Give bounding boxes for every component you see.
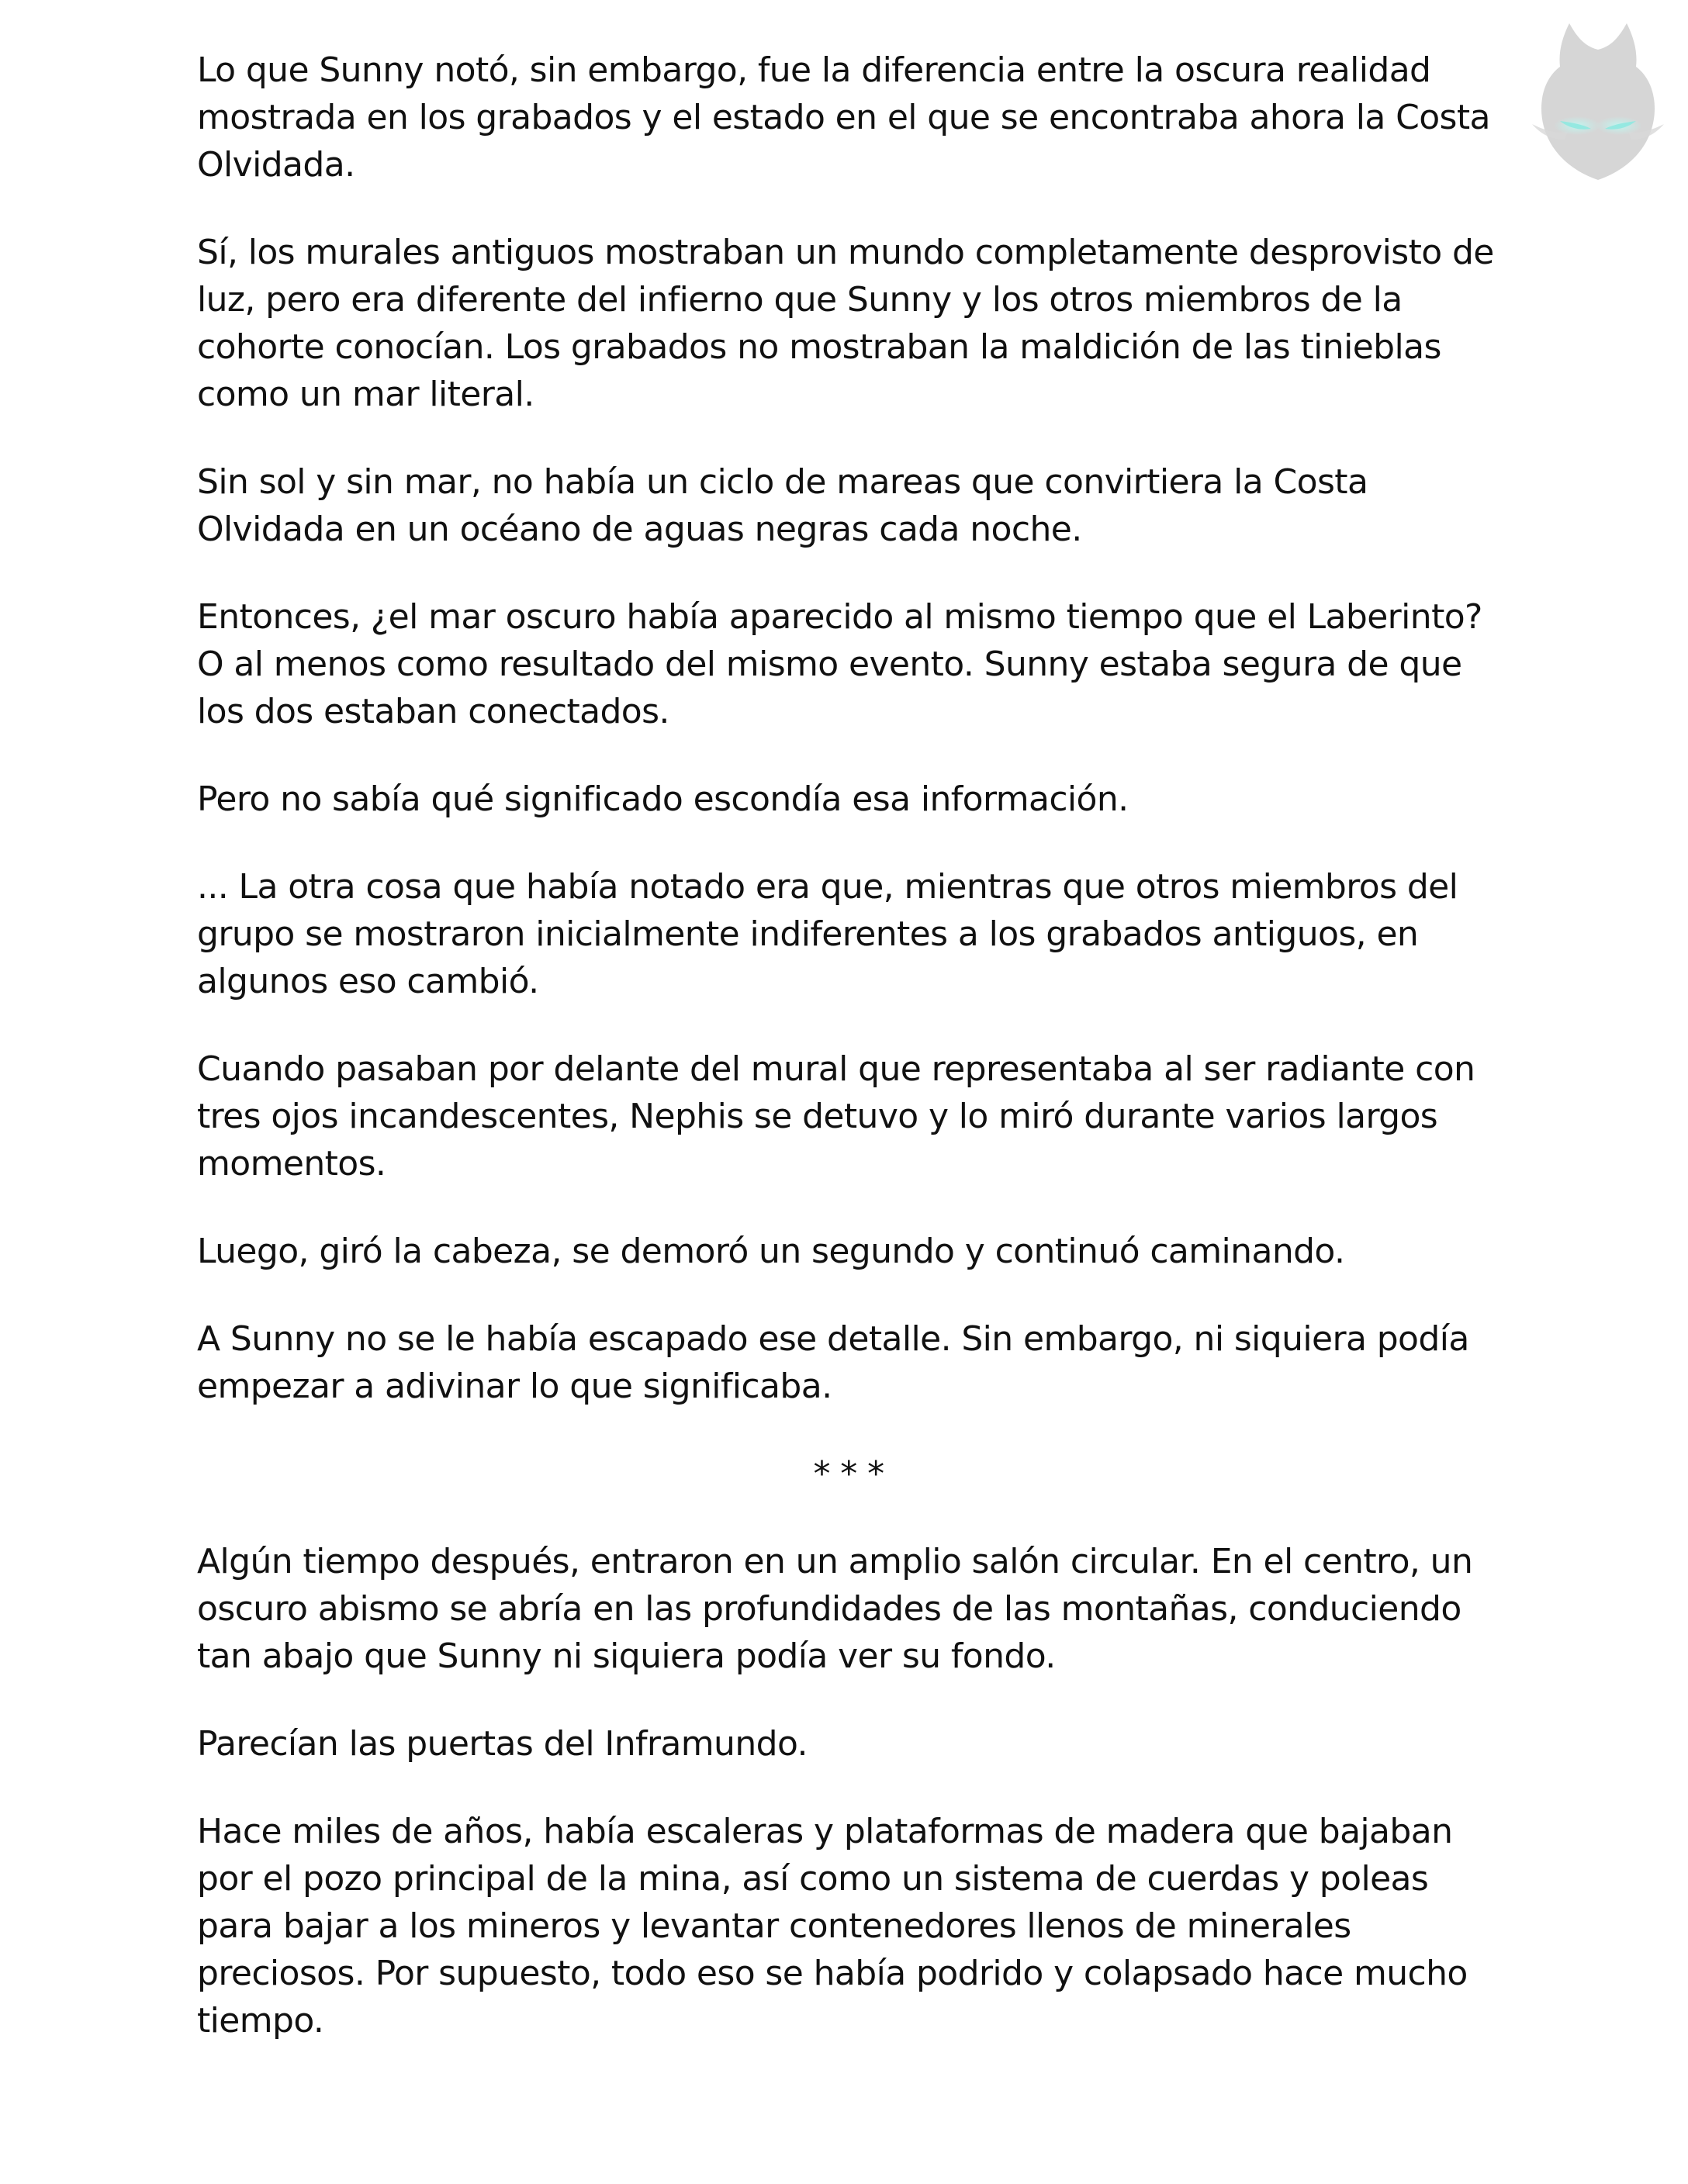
paragraph: Parecían las puertas del Inframundo. [197, 1724, 808, 1764]
paragraph: Cuando pasaban por delante del mural que representaba al ser radiante con tres ojos incandescentes, Nephis se detuvo y lo miró durante varios largos momentos. [197, 1049, 1475, 1184]
paragraph: Algún tiempo después, entraron en un amplio salón circular. En el centro, un oscuro abismo se abría en las profundidades de las montañas, conduciendo tan abajo que Sunny ni siquiera podía ver su fondo. [197, 1542, 1473, 1676]
paragraph: Sin sol y sin mar, no había un ciclo de mareas que convirtiera la Costa Olvidada en un océano de aguas negras cada noche. [197, 462, 1368, 549]
paragraph: Hace miles de años, había escaleras y plataformas de madera que bajaban por el pozo principal de la mina, así como un sistema de cuerdas y poleas para bajar a los mineros y levantar contenedores llenos de minerales preciosos. Por supuesto, todo eso se había podrido y colapsado hace mucho tiempo. [197, 1812, 1468, 2041]
paragraph: Lo que Sunny notó, sin embargo, fue la diferencia entre la oscura realidad mostrada en los grabados y el estado en el que se encontraba ahora la Costa Olvidada. [197, 50, 1490, 185]
scene-separator: * * * [813, 1454, 884, 1494]
paragraph: A Sunny no se le había escapado ese detalle. Sin embargo, ni siquiera podía empezar a adivinar lo que significaba. [197, 1319, 1469, 1406]
paragraph: ... La otra cosa que había notado era que, mientras que otros miembros del grupo se mostraron inicialmente indiferentes a los grabados antiguos, en algunos eso cambió. [197, 867, 1458, 1001]
demon-head-logo-icon [1524, 16, 1672, 186]
paragraph: Sí, los murales antiguos mostraban un mundo completamente desprovisto de luz, pero era diferente del infierno que Sunny y los otros miembros de la cohorte conocían. Los grabados no mostraban la maldición de las tinieblas como un mar literal. [197, 233, 1494, 414]
paragraph: Entonces, ¿el mar oscuro había aparecido al mismo tiempo que el Laberinto? O al menos como resultado del mismo evento. Sunny estaba segura de que los dos estaban conectados. [197, 597, 1482, 731]
paragraph: Luego, giró la cabeza, se demoró un segundo y continuó caminando. [197, 1232, 1345, 1271]
paragraph: Pero no sabía qué significado escondía esa información. [197, 779, 1129, 819]
document-body [197, 47, 1500, 2085]
